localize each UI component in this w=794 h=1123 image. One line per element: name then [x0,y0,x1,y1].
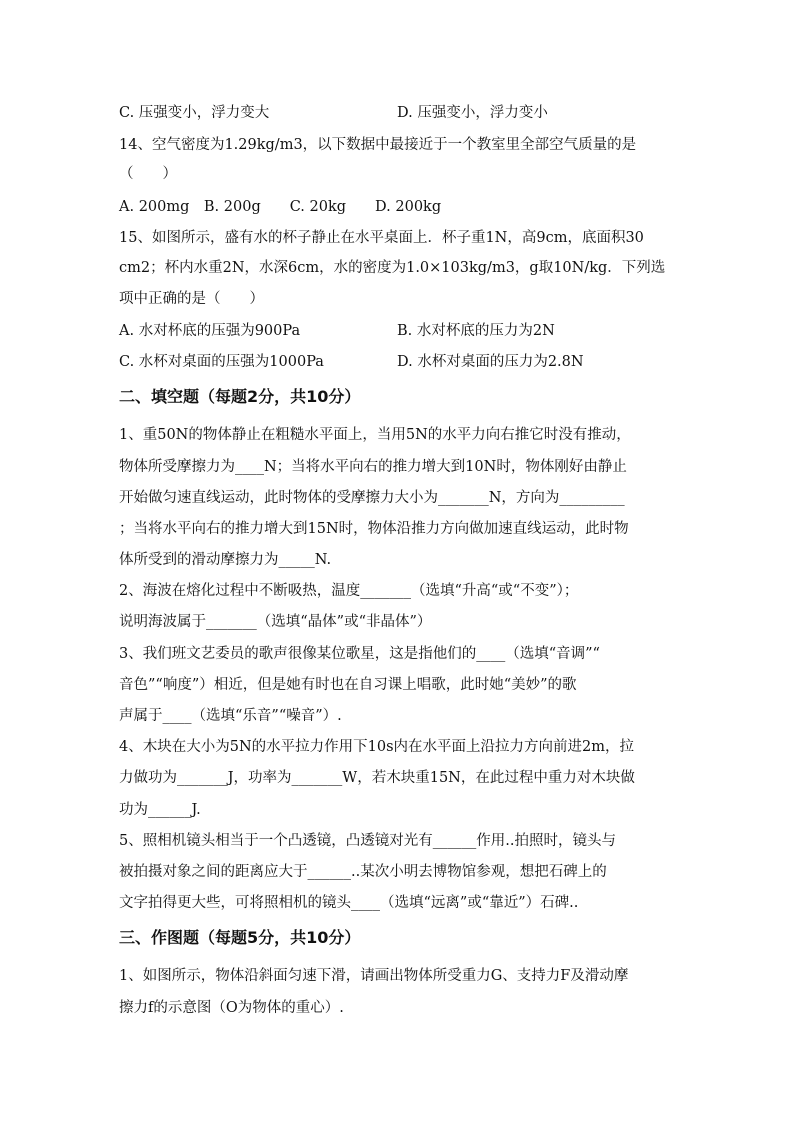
q15-options-row-2 [119,352,679,372]
section-3-heading: 三、作图题（每题5分，共10分） [119,928,361,947]
q15-stem-line-3: 项中正确的是（ ） [119,291,264,307]
s2-q4-line-3: 功为______J. [119,802,201,818]
q15-option-a: A. 水对杯底的压强为900Pa [119,323,301,339]
q15-option-c: C. 水杯对桌面的压强为1000Pa [119,354,324,370]
q15-stem-line-2: cm2；杯内水重2N，水深6cm，水的密度为1.0×103kg/m3，g取10N/kg．下列选 [119,260,666,276]
s2-q4-line-1: 4、木块在大小为5N的水平拉力作用下10s内在水平面上沿拉力方向前进2m，拉 [119,739,635,755]
q13-options-row [119,103,679,123]
s2-q1-line-5: 体所受到的滑动摩擦力为_____N. [119,552,332,568]
s3-q1-line-1: 1、如图所示，物体沿斜面匀速下滑，请画出物体所受重力G、支持力F及滑动摩 [119,968,629,984]
q13-option-d: D. 压强变小，浮力变小 [397,105,548,121]
s2-q5-line-1: 5、照相机镜头相当于一个凸透镜，凸透镜对光有______作用..拍照时，镜头与 [119,833,616,849]
s2-q1-line-4: ；当将水平向右的推力增大到15N时，物体沿推力方向做加速直线运动，此时物 [119,521,629,537]
section-2-heading: 二、填空题（每题2分，共10分） [119,387,361,406]
s2-q1-line-3: 开始做匀速直线运动，此时物体的受摩擦力大小为_______N，方向为_________ [119,490,625,506]
q14-options: A. 200mg B. 200g C. 20kg D. 200kg [119,199,442,215]
q15-option-d: D. 水杯对桌面的压力为2.8N [397,354,584,370]
q13-option-c: C. 压强变小，浮力变大 [119,105,270,121]
s2-q3-line-2: 音色”“响度”）相近，但是她有时也在自习课上唱歌，此时她“美妙”的歌 [119,677,577,693]
q15-option-b: B. 水对杯底的压力为2N [397,323,555,339]
s3-q1-line-2: 擦力f的示意图（O为物体的重心）. [119,1000,344,1016]
s2-q2-line-2: 说明海波属于_______（选填“晶体”或“非晶体”） [119,614,432,630]
s2-q1-line-2: 物体所受摩擦力为____N；当将水平向右的推力增大到10N时，物体刚好由静止 [119,459,627,475]
s2-q3-line-3: 声属于____（选填“乐音”“噪音”）. [119,708,342,724]
s2-q2-line-1: 2、海波在熔化过程中不断吸热，温度_______（选填“升高“或“不变”）； [119,583,579,599]
s2-q1-line-1: 1、重50N的物体静止在粗糙水平面上，当用5N的水平力向右推它时没有推动， [119,427,631,443]
s2-q3-line-1: 3、我们班文艺委员的歌声很像某位歌星，这是指他们的____（选填“音调”“ [119,646,600,662]
q15-options-row-1 [119,321,679,341]
s2-q5-line-2: 被拍摄对象之间的距离应大于______..某次小明去博物馆参观，想把石碑上的 [119,864,607,880]
s2-q4-line-2: 力做功为_______J，功率为_______W，若木块重15N，在此过程中重力对木块做 [119,770,635,786]
s2-q5-line-3: 文字拍得更大些，可将照相机的镜头____（选填“远离”或“靠近”）石碑.. [119,895,579,911]
q14-stem-line-2: （ ） [119,166,177,182]
q14-stem-line-1: 14、空气密度为1.29kg/m3，以下数据中最接近于一个教室里全部空气质量的是 [119,137,637,153]
q15-stem-line-1: 15、如图所示，盛有水的杯子静止在水平桌面上．杯子重1N，高9cm，底面积30 [119,230,644,246]
